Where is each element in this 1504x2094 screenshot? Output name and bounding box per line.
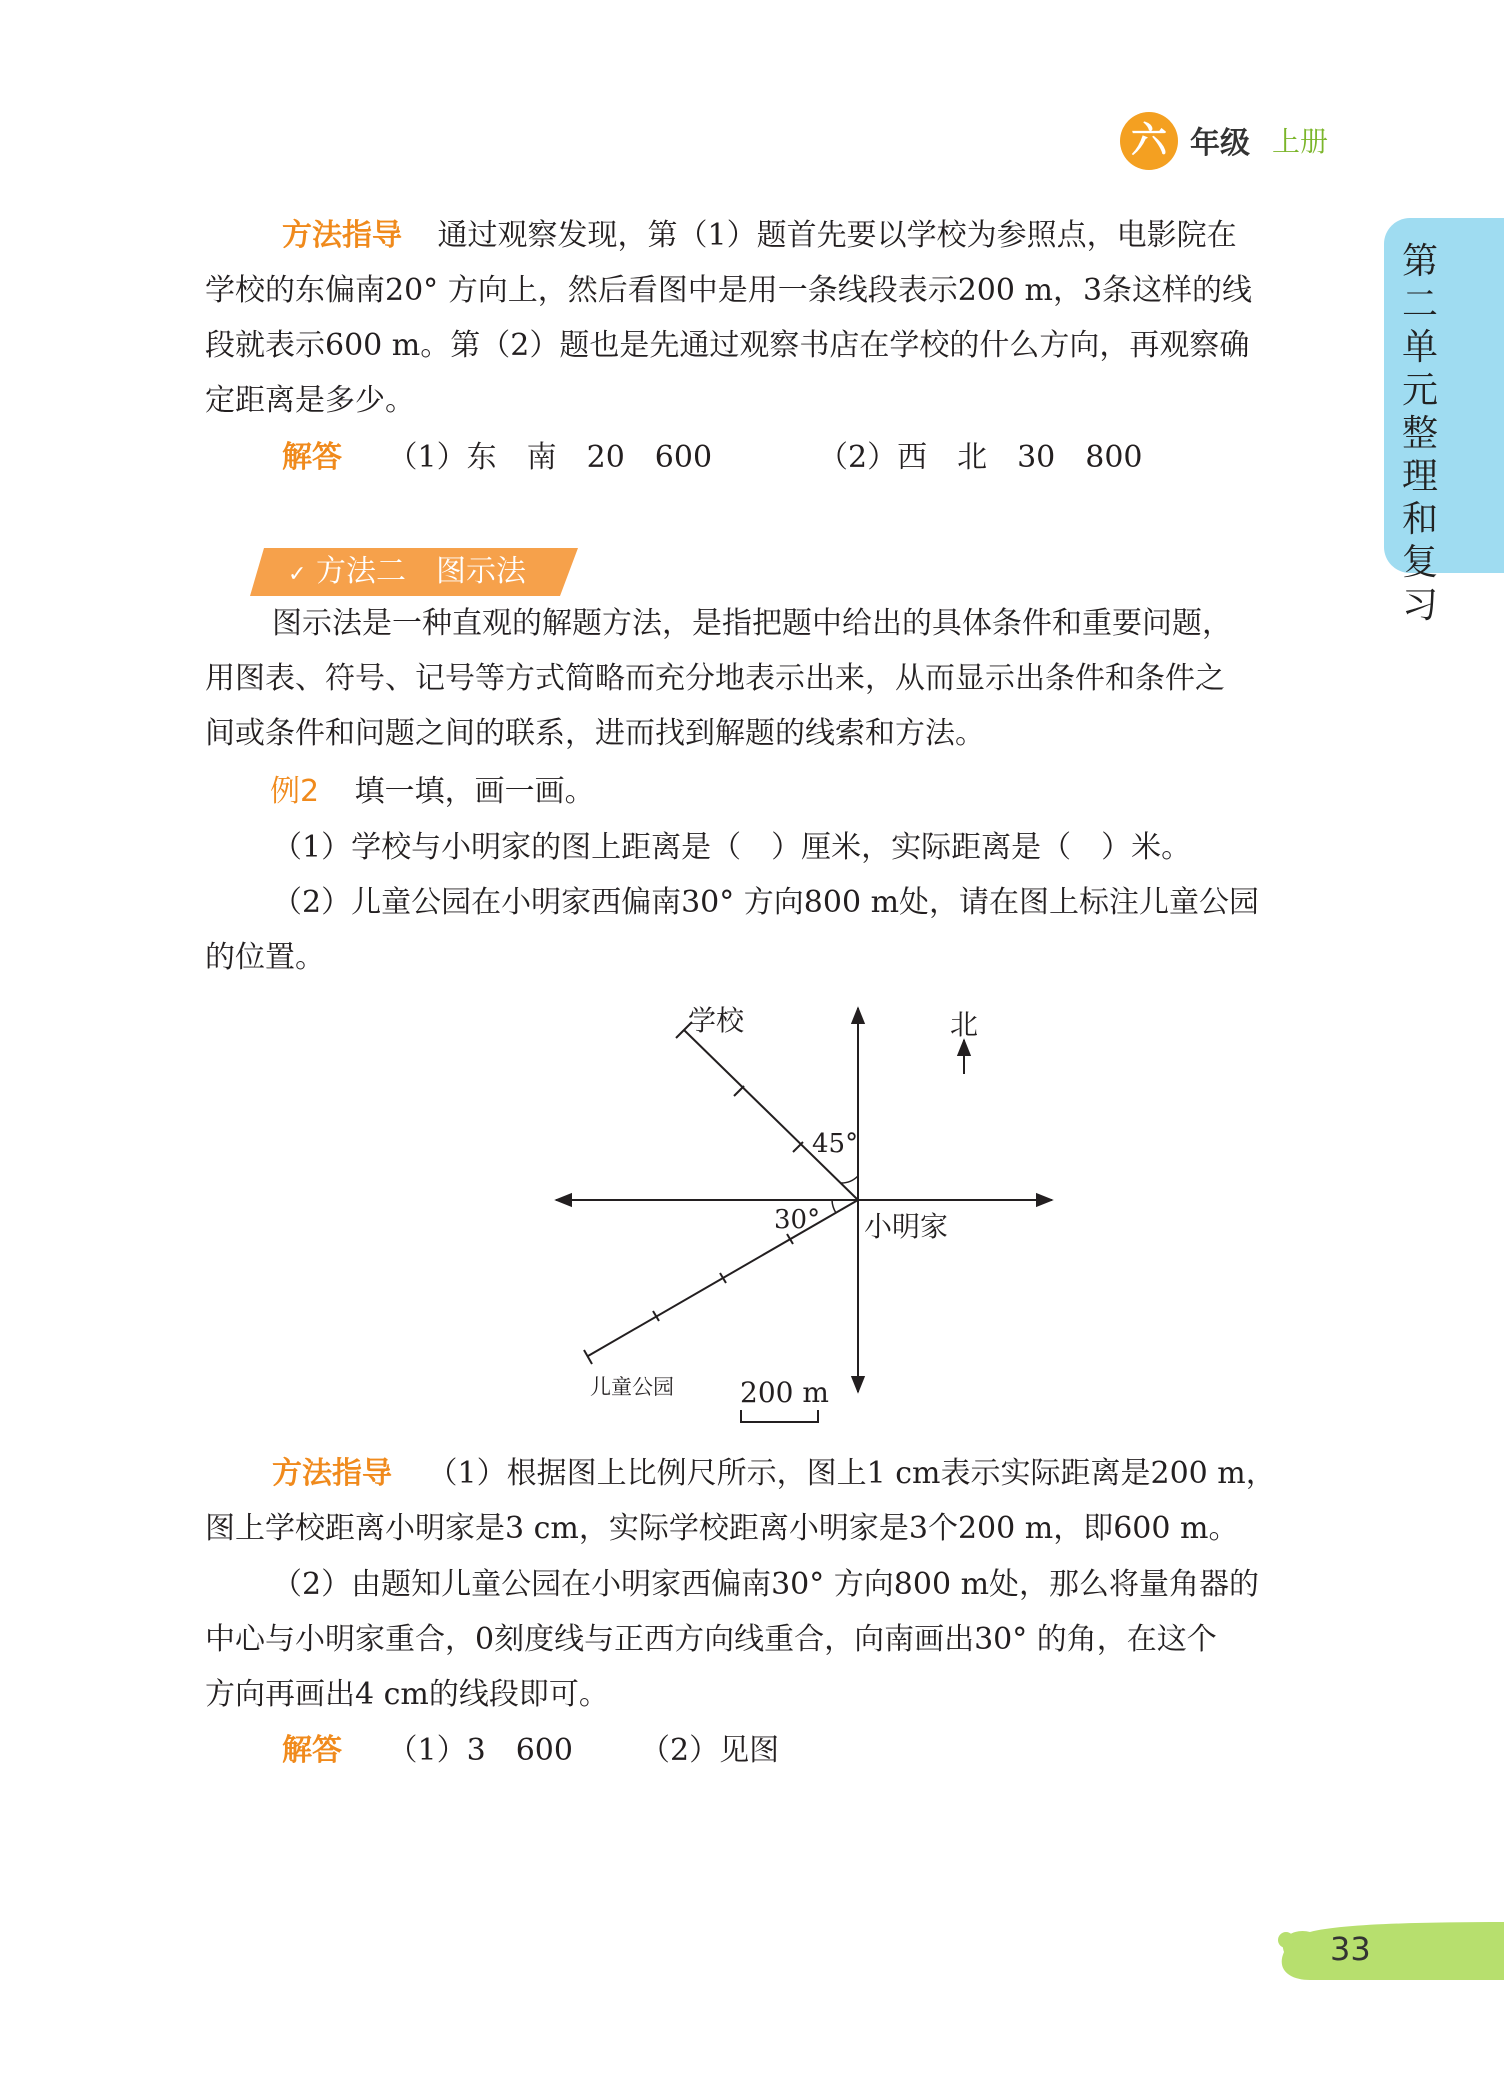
school-line [684,1030,858,1200]
angle-45-label: 45° [812,1129,859,1159]
method-line-1: 图示法是一种直观的解题方法，是指把题中给出的具体条件和重要问题， [272,606,1232,641]
guide-label: 方法指导 [282,218,402,253]
park-label: 儿童公园 [590,1375,674,1399]
answer2-2: （2）见图 [640,1733,780,1768]
method-title: 方法二 图示法 [315,554,526,589]
guide-line-3: 段就表示600 m。第（2）题也是先通过观察书店在学校的什么方向，再观察确 [205,328,1250,363]
guide2-text-1: （1）根据图上比例尺所示，图上1 cm表示实际距离是200 m， [427,1456,1276,1491]
grade-badge: 六 [1120,112,1178,170]
scale-label: 200 m [740,1376,829,1409]
school-label: 学校 [688,1004,745,1037]
method-line-3: 间或条件和问题之间的联系，进而找到解题的线索和方法。 [205,716,985,751]
example-label: 例2 [270,774,320,809]
guide2-line-1 [272,1446,1276,1502]
guide-line-4: 定距离是多少。 [205,383,415,418]
answer2-line [282,1723,780,1779]
answer2-label: 解答 [282,1733,342,1768]
question-2-line-1: （2）儿童公园在小明家西偏南30° 方向800 m处，请在图上标注儿童公园 [272,885,1260,920]
grade-label: 年级 [1190,126,1250,161]
guide2-label: 方法指导 [272,1456,392,1491]
chapter-side-tab-label: 第二单元整理和复习 [1401,241,1438,626]
check-icon: ✓ [288,562,307,587]
guide2-line-3: （2）由题知儿童公园在小明家西偏南30° 方向800 m处，那么将量角器的 [272,1567,1260,1602]
example-prompt: 填一填，画一画。 [354,774,595,809]
guide2-line-5: 方向再画出4 cm的线段即可。 [205,1677,609,1712]
page-number-leaf [1270,1922,1504,1980]
answer2-1: （1）3 600 [387,1733,573,1768]
answer-2: （2）西 北 30 800 [818,440,1143,475]
page-number: 33 [1330,1930,1371,1968]
answer-1: （1）东 南 20 600 [387,440,713,475]
method-line-2: 用图表、符号、记号等方式简略而充分地表示出来，从而显示出条件和条件之 [205,661,1225,696]
guide2-line-4: 中心与小明家重合，0刻度线与正西方向线重合，向南画出30° 的角，在这个 [205,1622,1217,1657]
guide-line-2: 学校的东偏南20° 方向上，然后看图中是用一条线段表示200 m，3条这样的线 [205,273,1253,308]
angle-30-label: 30° [774,1205,821,1235]
answer-label: 解答 [282,440,342,475]
question-1: （1）学校与小明家的图上距离是（ ）厘米，实际距离是（ ）米。 [272,830,1192,865]
volume-label: 上册 [1272,125,1329,158]
home-label: 小明家 [864,1210,949,1243]
guide2-line-2: 图上学校距离小明家是3 cm，实际学校距离小明家是3个200 m，即600 m。 [205,1511,1239,1546]
question-2-line-2: 的位置。 [205,940,325,975]
scale-bar [741,1410,818,1422]
north-label: 北 [950,1008,979,1041]
guide-text-1: 通过观察发现，第（1）题首先要以学校为参照点，电影院在 [437,218,1237,253]
